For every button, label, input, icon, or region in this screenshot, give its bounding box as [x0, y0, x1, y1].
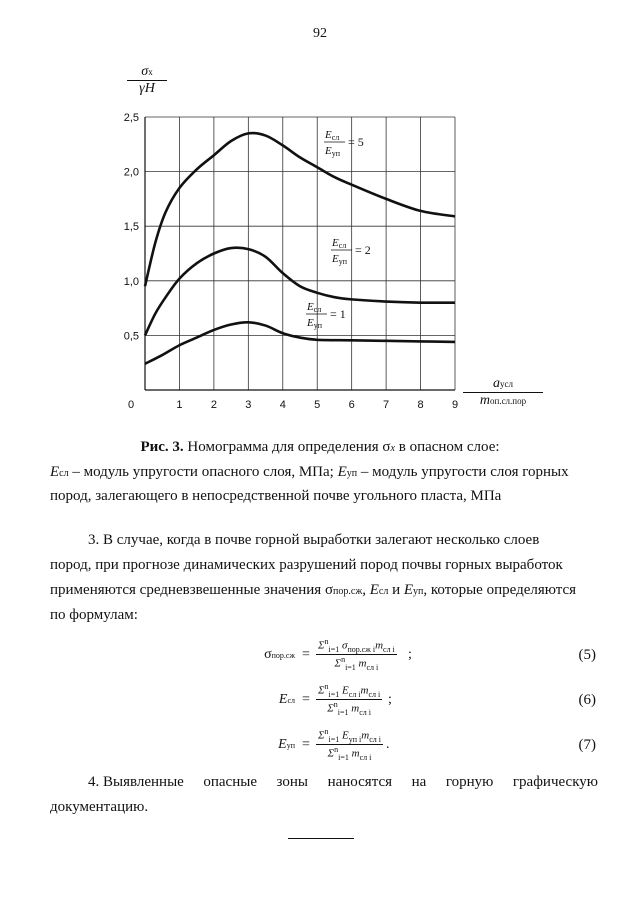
formula-num-part: сл i — [369, 734, 381, 744]
formula-den-part: n — [333, 699, 338, 709]
formula-den-part: n — [341, 654, 346, 664]
formula-den-part: m — [348, 747, 360, 760]
para3-line1: 3. В случае, когда в почве горной выработки залегают несколько слоев — [88, 532, 540, 548]
para3-line2: пород, при прогнозе динамических разрушений пород почвы горных выработок — [50, 557, 563, 573]
x-axis-label-num-sub: усл — [500, 379, 513, 389]
page-number: 92 — [313, 26, 327, 41]
formula-num-part: n — [324, 637, 329, 646]
formula-num-part: i=1 — [328, 734, 340, 744]
formula-num-part: уп i — [348, 734, 362, 744]
curve-label-1 — [324, 129, 364, 158]
formula-num-part: i=1 — [328, 689, 340, 699]
formula-den-part: Σ — [327, 702, 334, 715]
figure-caption-line2 — [50, 460, 600, 486]
formula-num-part: сл i — [383, 644, 395, 654]
nomogram-chart — [0, 0, 640, 440]
formula-tail: ; — [388, 692, 392, 707]
formula-num-part: Σ — [318, 729, 325, 742]
formula-denominator — [316, 700, 382, 717]
formula-den-part: i=1 — [337, 707, 349, 717]
para4-word: графическую — [512, 774, 598, 790]
curve-label-num: Eсл — [332, 237, 347, 250]
formula-fraction — [316, 637, 397, 672]
curve-label-2 — [331, 237, 371, 266]
y-tick-label: 1,5 — [123, 221, 139, 234]
curve-label-den: Eуп — [325, 145, 341, 158]
para3-l3d: и — [388, 582, 404, 598]
formula-den-part: n — [334, 744, 339, 754]
formula-tail: ; — [408, 647, 412, 662]
para3-line3 — [50, 578, 598, 605]
formula-number: (5) — [578, 647, 596, 663]
figure-caption-label: Рис. 3. — [140, 439, 184, 455]
x-tick-label: 5 — [314, 399, 321, 411]
curve-label-den-sub: уп — [338, 257, 348, 266]
x-tick-label: 6 — [348, 399, 355, 411]
curve-label-den-sub: уп — [313, 321, 323, 330]
formula-den-part: сл i — [359, 707, 371, 717]
formula-denominator — [316, 745, 383, 762]
para4-word: наносятся — [327, 774, 393, 790]
y-tick-label: 0,5 — [123, 330, 139, 343]
para4-word: на — [411, 774, 427, 790]
formula-den-part: Σ — [327, 747, 335, 760]
para4-line1 — [88, 770, 598, 795]
curve-ratio-5 — [145, 133, 455, 286]
curve-label-value: = 1 — [330, 307, 346, 321]
x-tick-label: 0 — [127, 399, 135, 411]
formula-den-part: сл i — [359, 752, 372, 762]
formula-num-part: Σ — [318, 684, 325, 697]
formula-num-part: сл i — [368, 689, 381, 699]
curve-label-3 — [306, 301, 346, 330]
formula-lhs-symbol: E — [278, 692, 288, 707]
caption-e-up: E — [337, 464, 347, 480]
formula-number: (6) — [578, 692, 596, 708]
formula-fraction — [316, 727, 383, 762]
formula-num-part: m — [361, 729, 370, 742]
formula-num-part: n — [324, 727, 329, 736]
para3-l3a: применяются средневзвешенные значения σ — [50, 582, 334, 598]
figure-caption-text: Номограмма для определения σ — [183, 439, 391, 455]
para3-l3e-sub: уп — [413, 586, 424, 597]
curve-label-num: Eсл — [307, 301, 322, 314]
x-tick-label: 1 — [176, 399, 183, 411]
x-tick-label: 2 — [210, 399, 217, 411]
formula-numerator — [316, 637, 397, 655]
formula-den-part: Σ — [334, 657, 342, 670]
formula-numerator — [316, 682, 382, 700]
formula-5 — [0, 637, 640, 677]
formula-number: (7) — [578, 737, 596, 753]
y-tick-label: 2,0 — [123, 166, 139, 179]
formula-lhs-sub: пор.сж — [271, 651, 295, 660]
formula-equals: = — [302, 647, 310, 662]
para4-word: опасные — [203, 774, 257, 790]
formula-tail: . — [386, 737, 390, 752]
para3-l3b: , — [362, 582, 370, 598]
formula-lhs — [264, 647, 295, 663]
formula-6 — [0, 682, 640, 722]
para3-line4: по формулам: — [50, 607, 138, 623]
curve-label-den: Eуп — [307, 317, 323, 330]
caption-e-sl-desc: – модуль упругости опасного слоя, МПа; — [68, 464, 338, 480]
para4-line2: документацию. — [50, 799, 149, 815]
para3-l3c: E — [369, 582, 379, 598]
formula-lhs-sub: уп — [286, 741, 295, 750]
footer-rule — [288, 838, 354, 839]
formula-lhs-symbol: E — [278, 737, 287, 752]
x-tick-label: 7 — [383, 399, 390, 411]
curve-label-num: Eсл — [325, 129, 340, 142]
formula-num-part: Σ — [318, 639, 325, 652]
formula-num-part: i=1 — [328, 644, 340, 654]
para3-l3f: , которые определяются — [423, 582, 577, 598]
para4-word: 4. Выявленные — [88, 774, 184, 790]
x-tick-label: 3 — [245, 399, 252, 411]
y-tick-label: 2,5 — [123, 112, 139, 124]
curve-ratio-1 — [145, 322, 455, 364]
formula-den-part: m — [355, 657, 367, 670]
y-axis-label-num: σ — [141, 64, 149, 79]
formula-equals: = — [302, 737, 310, 752]
curve-label-num-sub: сл — [313, 305, 322, 314]
figure-caption-end: в опасном слое: — [394, 439, 500, 455]
formula-lhs-symbol: σ — [264, 647, 272, 662]
formula-fraction — [316, 682, 382, 717]
curve-label-den-sub: уп — [331, 149, 341, 158]
formula-num-part: E — [339, 684, 349, 697]
x-tick-label: 8 — [417, 399, 424, 411]
chart-ticks — [124, 112, 458, 411]
curve-label-num-sub: сл — [338, 241, 347, 250]
curve-label-value: = 2 — [355, 243, 371, 257]
x-axis-label-den: m — [479, 393, 490, 408]
formula-num-part: n — [324, 682, 329, 691]
formula-den-part: сл i — [366, 662, 379, 672]
formula-denominator — [316, 655, 397, 672]
formula-num-part: E — [339, 729, 349, 742]
formula-num-part: сл i — [348, 689, 361, 699]
formula-den-part: i=1 — [345, 662, 356, 672]
curve-label-num-sub: сл — [331, 133, 340, 142]
chart-curves — [145, 133, 455, 364]
formula-7 — [0, 727, 640, 767]
formula-den-part: m — [348, 702, 360, 715]
x-tick-label: 9 — [451, 399, 459, 411]
para3-l3a-sub: пор.сж — [333, 586, 363, 597]
curve-ratio-2 — [145, 248, 455, 336]
para3-l3e: E — [403, 582, 414, 598]
formula-numerator — [316, 727, 383, 745]
para4-word: горную — [445, 774, 494, 790]
formula-num-part: m — [375, 639, 384, 652]
y-tick-label: 1,0 — [123, 275, 139, 288]
x-tick-label: 4 — [279, 399, 286, 411]
caption-e-sl: E — [50, 464, 60, 480]
figure-caption-title — [0, 435, 640, 461]
x-axis-label-den-sub: оп.сл.пор — [490, 396, 527, 406]
caption-e-sl-sub: сл — [59, 468, 69, 479]
para4-word: зоны — [276, 774, 308, 790]
formula-equals: = — [302, 692, 310, 707]
formula-den-part: i=1 — [338, 752, 349, 762]
x-axis-label-num: a — [493, 376, 500, 391]
y-axis-label-num-sub: x — [148, 67, 153, 77]
para3-l3c-sub: сл — [378, 586, 389, 597]
y-axis-label-den: γH — [139, 81, 155, 96]
caption-e-up-desc: – модуль упругости слоя горных — [357, 464, 569, 480]
figure-caption-line3: пород, залегающего в непосредственной почве угольного пласта, МПа — [50, 488, 502, 504]
curve-label-value: = 5 — [348, 135, 364, 149]
curve-label-den: Eуп — [332, 253, 348, 266]
formula-lhs — [278, 737, 295, 753]
figure-caption-sub: x — [390, 443, 395, 454]
formula-lhs — [279, 692, 295, 708]
formula-num-part: пор.сж i — [347, 644, 376, 654]
formula-num-part: σ — [339, 639, 348, 652]
formula-num-part: m — [360, 684, 369, 697]
caption-e-up-sub: уп — [346, 468, 358, 479]
formula-lhs-sub: сл — [287, 696, 295, 705]
